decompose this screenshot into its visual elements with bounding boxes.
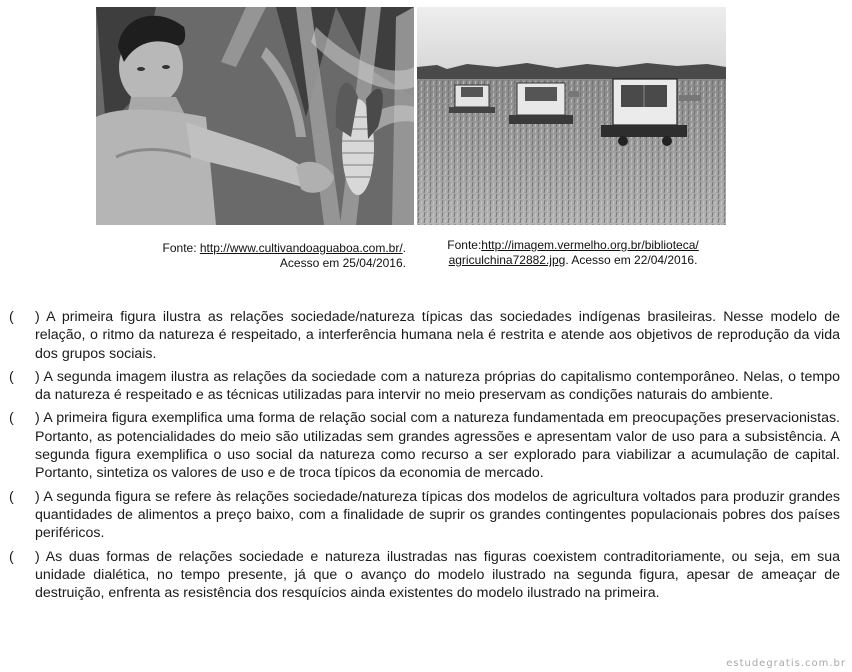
statement-item[interactable] — [0, 409, 840, 482]
caption-2-link-line2[interactable]: agriculchina72882.jpg — [448, 253, 566, 267]
statement-item[interactable] — [0, 368, 840, 405]
caption-1-access: Acesso em 25/04/2016. — [279, 256, 406, 270]
answer-box[interactable]: ( — [9, 548, 14, 565]
caption-1-prefix: Fonte: — [162, 241, 200, 255]
corn-farmer-photo — [96, 7, 414, 225]
caption-2-access: . Acesso em 22/04/2016. — [565, 253, 698, 267]
caption-1-link[interactable]: http://www.cultivandoaguaboa.com.br/ — [199, 241, 403, 255]
answer-box-close: ) — [35, 488, 40, 505]
statement-item[interactable] — [0, 308, 840, 363]
statement-list — [0, 308, 840, 607]
site-watermark: estudegratis.com.br — [726, 658, 846, 669]
caption-2-link-line1[interactable]: http://imagem.vermelho.org.br/biblioteca/ — [481, 238, 699, 252]
statement-text: A segunda imagem ilustra as relações da sociedade com a natureza próprias do capitalismo contemporâneo. Nelas, o tempo da natureza é respeitado e as técnicas utilizadas para intervir no meio preservam as condições naturais do ambiente. — [35, 368, 840, 404]
answer-box[interactable]: ( — [9, 410, 14, 427]
answer-box-close: ) — [35, 309, 40, 325]
answer-box-close: ) — [35, 368, 40, 385]
statement-text: A segunda figura se refere às relações sociedade/natureza típicas dos modelos de agricultura voltados para produzir grandes quantidades de alimentos a preço baixo, com a finalidade de suprir os grandes contingentes populacionais pobres dos países periféricos. — [35, 488, 840, 542]
figure-corn-farmer — [96, 7, 414, 225]
answer-box[interactable]: ( — [9, 488, 14, 505]
harvester-small — [449, 85, 495, 113]
statement-item[interactable] — [0, 548, 840, 603]
caption-2-prefix: Fonte: — [447, 238, 482, 252]
harvesters-photo — [417, 7, 726, 225]
answer-box-close: ) — [35, 410, 40, 427]
figure-2-caption — [420, 238, 726, 268]
figure-1-caption — [100, 241, 406, 271]
answer-box[interactable]: ( — [9, 368, 14, 385]
caption-1-suffix: . — [402, 241, 406, 255]
statement-text: A primeira figura exemplifica uma forma de relação social com a natureza fundamentada em preocupações preservacionistas. Portanto, as potencialidades do meio são utilizadas sem grandes agressões e apresentam valor de uso para a subsistência. A segunda figura exemplifica o uso social da natureza como recurso a ser explorado para viabilizar a acumulação de capital. Portanto, sintetiza os valores de uso e de troca típicos da economia de mercado. — [35, 410, 840, 482]
statement-item[interactable] — [0, 488, 840, 543]
statement-text: A primeira figura ilustra as relações sociedade/natureza típicas das sociedades indígenas brasileiras. Nesse modelo de relação, o ritmo da natureza é respeitado, a interferência humana nela é restrita e atende aos objetivos de reprodução da vida dos grupos sociais. — [35, 309, 840, 362]
figure-harvesters — [417, 7, 726, 225]
answer-box-close: ) — [35, 548, 40, 565]
answer-box[interactable]: ( — [9, 309, 14, 325]
statement-text: As duas formas de relações sociedade e natureza ilustradas nas figuras coexistem contraditoriamente, ou seja, em sua unidade dialética, no tempo presente, já que o avanço do modelo ilustrado na segunda figura, apesar de ameaçar de destruição, enfrenta as resistência dos resquícios ainda existentes do modelo ilustrado na primeira. — [35, 548, 840, 602]
